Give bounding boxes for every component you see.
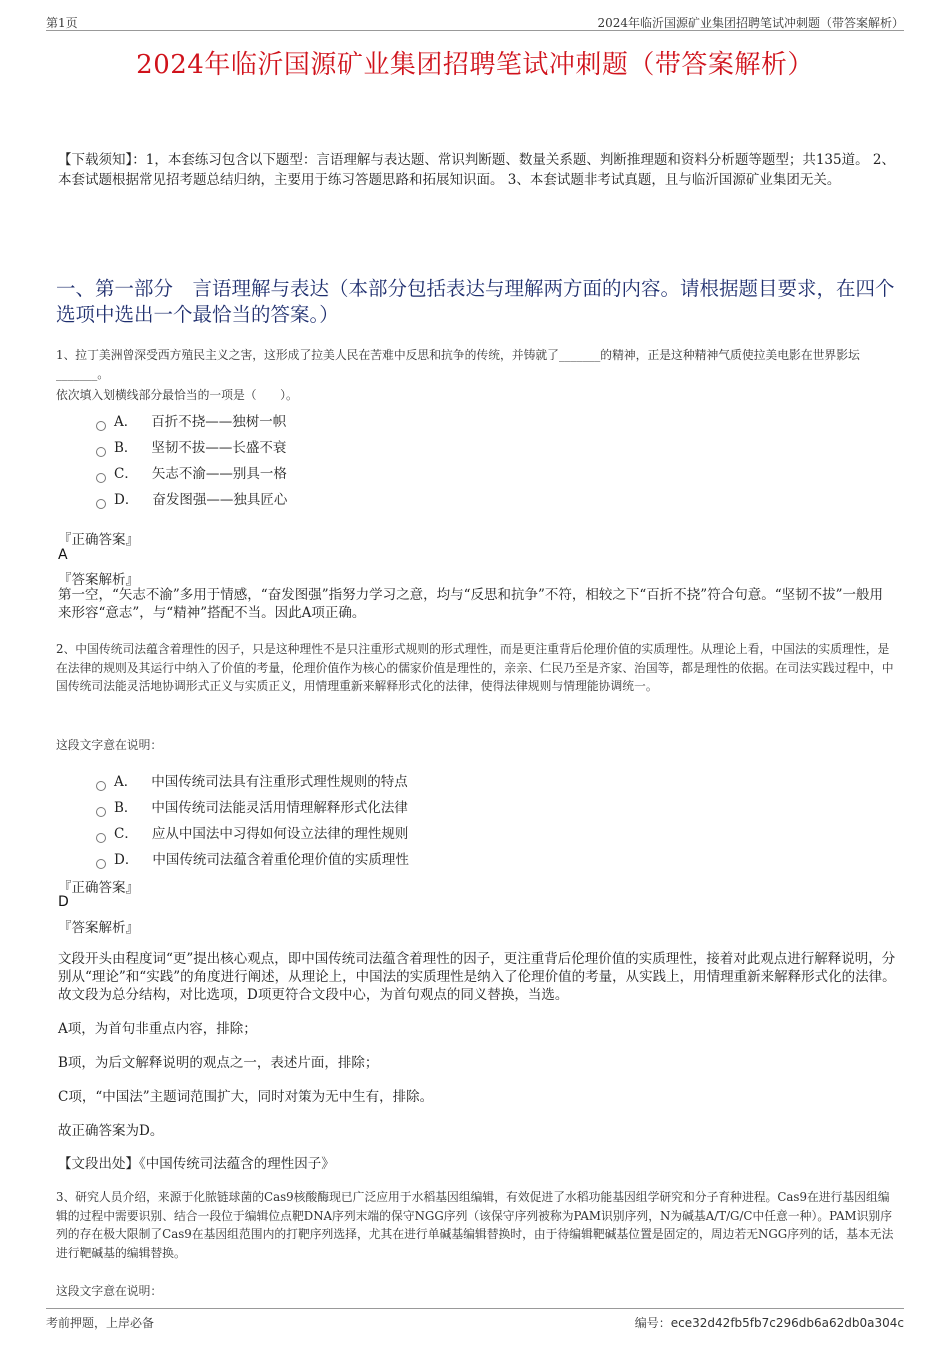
q2-answer-label: 『正确答案』 xyxy=(58,880,139,896)
download-notice: 【下载须知】：1，本套练习包含以下题型：言语理解与表达题、常识判断题、数量关系题、判断推理题和资料分析题等题型；共135道。 2、本套试题根据常见招考题总结归纳，主要用于练习答题思路和拓展知识面。 3、本套试题非考试真题，且与临沂国源矿业集团无关。 xyxy=(58,152,895,188)
q1-prompt: 依次填入划横线部分最恰当的一项是（ ）。 xyxy=(56,388,298,402)
q2-option-b[interactable] xyxy=(96,796,408,816)
q1-analysis: 第一空，“矢志不渝”多用于情感，“奋发图强”指努力学习之意，均与“反思和抗争”不符，相较之下“百折不挠”符合句意。“坚韧不拔”一般用来形容“意志”，与“精神”搭配不当。因此A项正确。 xyxy=(58,587,884,621)
option-text: 中国传统司法能灵活用情理解释形式化法律 xyxy=(151,800,408,816)
q2-note-a: A项，为首句非重点内容，排除； xyxy=(58,1021,257,1037)
q2-answer: D xyxy=(58,894,69,910)
radio-icon[interactable] xyxy=(96,473,106,483)
radio-icon[interactable] xyxy=(96,781,106,791)
header-doc-title: 2024年临沂国源矿业集团招聘笔试冲刺题（带答案解析） xyxy=(597,16,904,30)
option-label: C． xyxy=(114,826,138,842)
radio-icon[interactable] xyxy=(96,447,106,457)
q1-option-d[interactable] xyxy=(96,488,287,508)
q2-option-d[interactable] xyxy=(96,848,409,868)
radio-icon[interactable] xyxy=(96,499,106,509)
q2-stem: 2、中国传统司法蕴含着理性的因子，只是这种理性不是只注重形式规则的形式理性，而是更注重背后伦理价值的实质理性。从理论上看，中国法的实质理性，是在法律的规则及其运行中纳入了价值的考量，伦理价值作为核心的儒家价值是理性的，亲亲、仁民乃至是齐家、治国等，都是理性的依据。在司法实践过程中，中国传统司法能灵活地协调形式正义与实质正义，用情理重新来解释形式化的法律，使得法律规则与情理能协调统一。 xyxy=(56,642,894,693)
q2-source: 【文段出处】《中国传统司法蕴含的理性因子》 xyxy=(58,1156,335,1172)
radio-icon[interactable] xyxy=(96,859,106,869)
q1-analysis-label: 『答案解析』 xyxy=(58,572,139,588)
radio-icon[interactable] xyxy=(96,833,106,843)
option-label: A． xyxy=(114,774,138,790)
option-label: B． xyxy=(114,440,138,456)
q2-option-a[interactable] xyxy=(96,770,408,790)
option-label: C． xyxy=(114,466,138,482)
footer-doc-id: 编号：ece32d42fb5fb7c296db6a62db0a304c xyxy=(634,1316,904,1330)
radio-icon[interactable] xyxy=(96,421,106,431)
option-text: 中国传统司法蕴含着重伦理价值的实质理性 xyxy=(152,852,409,868)
radio-icon[interactable] xyxy=(96,807,106,817)
q2-conclusion: 故正确答案为D。 xyxy=(58,1123,164,1139)
q1-option-c[interactable] xyxy=(96,462,287,482)
page-number: 第1页 xyxy=(46,16,78,30)
q2-option-c[interactable] xyxy=(96,822,408,842)
q3-prompt: 这段文字意在说明： xyxy=(56,1284,163,1298)
q1-answer: A xyxy=(58,547,68,563)
option-text: 奋发图强——独具匠心 xyxy=(152,492,288,508)
q2-analysis-label: 『答案解析』 xyxy=(58,920,139,936)
footer-slogan: 考前押题，上岸必备 xyxy=(46,1316,155,1330)
q1-stem: 1、拉丁美洲曾深受西方殖民主义之害，这形成了拉美人民在苦难中反思和抗争的传统，并铸就了_______的精神，正是这种精神气质使拉美电影在世界影坛_______。 xyxy=(56,348,860,381)
option-text: 中国传统司法具有注重形式理性规则的特点 xyxy=(151,774,408,790)
page-header xyxy=(46,12,904,31)
q3-stem: 3、研究人员介绍，来源于化脓链球菌的Cas9核酸酶现已广泛应用于水稻基因组编辑，有效促进了水稻功能基因组学研究和分子育种进程。Cas9在进行基因组编辑的过程中需要识别、结合一段位于编辑位点靶DNA序列末端的保守NGG序列（该保守序列被称为PAM识别序列，N为碱基A/T/G/C中任意一种）。PAM识别序列的存在极大限制了Cas9在基因组范围内的打靶序列选择，尤其在进行单碱基编辑替换时，由于待编辑靶碱基位置是固定的，周边若无NGG序列的话，基本无法进行靶碱基的编辑替换。 xyxy=(56,1190,894,1260)
option-label: D． xyxy=(114,852,139,868)
q2-note-b: B项，为后文解释说明的观点之一，表述片面，排除； xyxy=(58,1055,379,1071)
page-footer xyxy=(46,1308,904,1329)
option-text: 坚韧不拔——长盛不衰 xyxy=(151,440,287,456)
q1-option-b[interactable] xyxy=(96,436,286,456)
q1-answer-label: 『正确答案』 xyxy=(58,532,139,548)
option-text: 应从中国法中习得如何设立法律的理性规则 xyxy=(151,826,409,842)
q2-analysis: 文段开头由程度词“更”提出核心观点，即中国传统司法蕴含着理性的因子，更注重背后伦理价值的实质理性，接着对此观点进行解释说明，分别从“理论”和“实践”的角度进行阐述，从理论上，中国法的实质理性是纳入了伦理价值的考量，从实践上，用情理重新来解释形式化的法律。故文段为总分结构，对比选项，D项更符合文段中心，为首句观点的同义替换，当选。 xyxy=(58,951,896,1003)
document-title: 2024年临沂国源矿业集团招聘笔试冲刺题（带答案解析） xyxy=(136,50,814,80)
option-label: D． xyxy=(114,492,139,508)
q1-option-a[interactable] xyxy=(96,410,286,430)
option-label: B． xyxy=(114,800,138,816)
section-heading: 一、第一部分 言语理解与表达（本部分包括表达与理解两方面的内容。请根据题目要求，在四个选项中选出一个最恰当的答案。） xyxy=(56,277,895,326)
option-text: 百折不挠——独树一帜 xyxy=(151,414,287,430)
option-label: A． xyxy=(114,414,138,430)
q2-prompt: 这段文字意在说明： xyxy=(56,738,163,752)
q2-note-c: C项，“中国法”主题词范围扩大，同时对策为无中生有，排除。 xyxy=(58,1089,434,1105)
option-text: 矢志不渝——别具一格 xyxy=(151,466,287,482)
